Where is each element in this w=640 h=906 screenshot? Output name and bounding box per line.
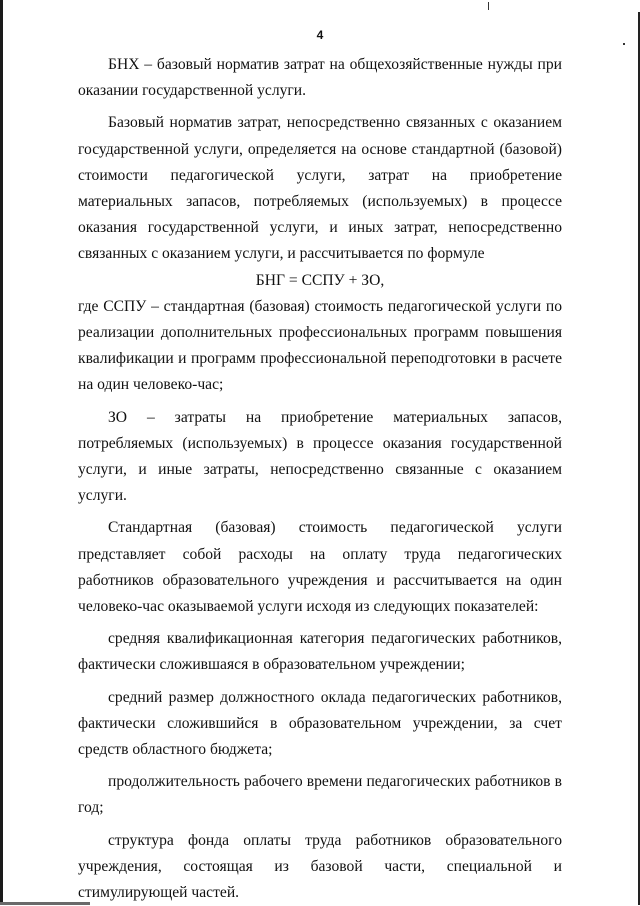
- paragraph-standard-cost: Стандартная (базовая) стоимость педагогической услуги представляет собой расходы на оплату труда педагогических работников образовательного учреждения и рассчитывается на один человеко-час оказываемой услуги исходя из следующих показателей:: [78, 519, 562, 616]
- formula: БНГ = ССПУ + ЗО,: [255, 271, 385, 289]
- list-item-payroll-structure: структура фонда оплаты труда работников образовательного учреждения, состоящая из базовой части, специальной и стимулирующей частей.: [78, 831, 562, 902]
- document-body: [78, 52, 562, 906]
- scan-speck: [623, 43, 625, 45]
- paragraph-base-norm: Базовый норматив затрат, непосредственно связанных с оказанием государственной услуги, определяется на основе стандартной (базовой) стоимости педагогической услуги, затрат на приобретение материальных запасов, потребляемых (используемых) в процессе оказания государственной услуги, и иных затрат, непосредственно связанных с оказанием услуги, и рассчитывается по формуле: [78, 114, 562, 263]
- scan-speck: [488, 2, 489, 10]
- scan-border-left: [0, 0, 3, 905]
- list-item-working-time: продолжительность рабочего времени педагогических работников в год;: [78, 773, 562, 817]
- paragraph-bnh-definition: БНХ – базовый норматив затрат на общехозяйственные нужды при оказании государственной услуги.: [78, 56, 562, 100]
- paragraph-sspu-definition: где ССПУ – стандартная (базовая) стоимость педагогической услуги по реализации дополнительных профессиональных программ повышения квалификации и программ профессиональной переподготовки в расчете на один человеко-час;: [78, 297, 562, 394]
- list-item-salary: средний размер должностного оклада педагогических работников, фактически сложившийся в образовательном учреждении, за счет средств областного бюджета;: [78, 688, 562, 759]
- paragraph-zo-definition: ЗО – затраты на приобретение материальных запасов, потребляемых (используемых) в процессе оказания государственной услуги, и иные затраты, непосредственно связанные с оказанием услуги.: [78, 408, 562, 505]
- list-item-qualification: средняя квалификационная категория педагогических работников, фактически сложившаяся в образовательном учреждении;: [78, 630, 562, 674]
- page-number: 4: [316, 28, 324, 42]
